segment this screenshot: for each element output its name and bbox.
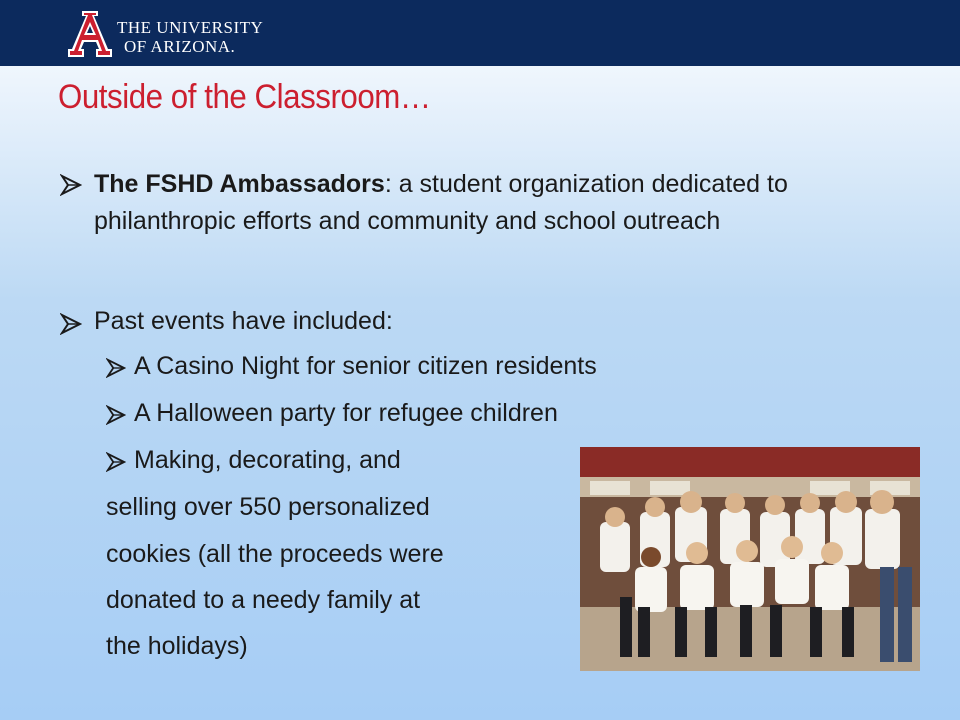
arrow-bullet-icon [106,452,126,472]
bullet-ambassadors-text: : a student organization dedicated to philanthropic efforts and community and school outreach [94,170,788,235]
university-wordmark [117,18,263,56]
slide-title: Outside of the Classroom… [58,78,431,116]
sub-bullet-cookies: Making, decorating, and [134,446,401,474]
sub-bullet-casino: A Casino Night for senior citizen residents [134,352,597,380]
arrow-bullet-icon [106,405,126,425]
sub-bullet-halloween: A Halloween party for refugee children [134,399,558,427]
arrow-bullet-icon [60,174,82,196]
brand-line-2: OF ARIZONA. [124,37,236,56]
group-photo [580,447,920,671]
cookies-line-2: selling over 550 personalized [106,493,430,521]
group-photo-illustration [580,447,920,671]
arrow-bullet-icon [60,313,82,335]
cookies-line-3: cookies (all the proceeds were [106,540,444,568]
university-a-logo-icon [68,11,112,57]
header-bar [0,0,960,66]
cookies-line-5: the holidays) [106,632,248,660]
brand-line-1: THE UNIVERSITY [117,18,264,37]
bullet-ambassadors [94,166,854,240]
bullet-ambassadors-bold: The FSHD Ambassadors [94,170,385,198]
arrow-bullet-icon [106,358,126,378]
bullet-past-events: Past events have included: [94,307,393,335]
cookies-line-4: donated to a needy family at [106,586,421,614]
